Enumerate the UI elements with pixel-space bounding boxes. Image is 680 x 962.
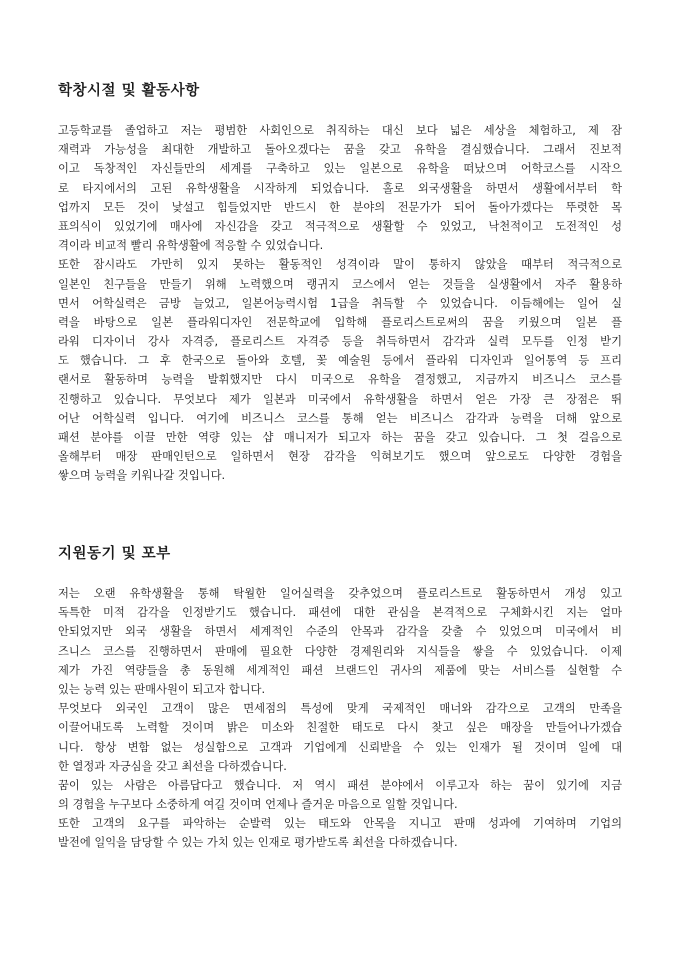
text-line: 있는 능력 있는 판매사원이 되고자 합니다.	[58, 682, 266, 696]
text-line: 격이라 비교적 빨리 유학생활에 적응할 수 있었습니다.	[58, 239, 324, 253]
text-line: 이끌어내도록 노력할 것이며 밝은 미소와 친절한 태도로 다시 찾고 싶은 매장을 만들어나가겠습	[58, 721, 622, 735]
text-line: 안되었지만 외국 생활을 하면서 세계적인 수준의 안목과 감각을 갖출 수 있었으며 미국에서 비	[58, 625, 622, 639]
text-line: 라워 디자이너 강사 자격증, 플로리스트 자격증 등을 취득하면서 감각과 실력 모두를 인정 받기	[58, 335, 622, 349]
text-line: 쌓으며 능력을 키워나갈 것입니다.	[58, 469, 226, 483]
text-line: 재력과 가능성을 최대한 개발하고 돌아오겠다는 꿈을 갖고 유학을 결심했습니다. 그래서 진보적	[58, 143, 622, 157]
text-line: 고등학교를 졸업하고 저는 평범한 사회인으로 취직하는 대신 보다 넓은 세상을 체험하고, 제 잠	[58, 124, 622, 137]
text-line: 랜서로 활동하며 능력을 발휘했지만 다시 미국으로 유학을 결정했고, 지금까지 비즈니스 코스를	[58, 373, 622, 387]
text-line: 표의식이 있었기에 매사에 자신감을 갖고 적극적으로 생활할 수 있었고, 낙천적이고 도전적인 성	[58, 219, 622, 233]
text-line: 올해부터 매장 판매인턴으로 일하면서 현장 감각을 익혀보기도 했으며 앞으로도 다양한 경험을	[58, 450, 622, 464]
section-title-motivation: 지원동기 및 포부	[58, 546, 171, 562]
text-line: 또한 고객의 요구를 파악하는 순발력 있는 태도와 안목을 지니고 판매 성과에 기여하며 기업의	[58, 817, 622, 831]
text-line: 로 타지에서의 고된 유학생활을 시작하게 되었습니다. 홀로 외국생활을 하면서 생활에서부터 학	[58, 181, 622, 195]
text-line: 도 했습니다. 그 후 한국으로 돌아와 호텔, 꽃 예술원 등에서 플라워 디자인과 일어통역 등 프리	[58, 354, 622, 368]
text-line: 일본인 친구들을 만들기 위해 노력했으며 랭귀지 코스에서 얻는 것들을 실생활에서 자주 활용하	[58, 277, 622, 291]
text-line: 업까지 모든 것이 낯설고 힘들었지만 반드시 한 분야의 전문가가 되어 돌아가겠다는 뚜렷한 목	[58, 200, 622, 214]
text-line: 면서 어학실력은 금방 늘었고, 일본어능력시험 1급을 취득할 수 있었습니다. 이듬해에는 일어 실	[58, 296, 622, 310]
text-line: 꿈이 있는 사람은 아름답다고 했습니다. 저 역시 패션 분야에서 이루고자 하는 꿈이 있기에 지금	[58, 778, 622, 792]
text-line: 력을 바탕으로 일본 플라워디자인 전문학교에 입학해 플로리스트로써의 꿈을 키웠으며 일본 플	[58, 315, 622, 329]
text-line: 의 경험을 누구보다 소중하게 여길 것이며 언제나 즐거운 마음으로 일할 것입니다.	[58, 798, 458, 812]
text-line: 무엇보다 외국인 고객이 많은 면세점의 특성에 맞게 국제적인 매너와 감각으로 고객의 만족을	[58, 702, 622, 716]
text-line: 한 열정과 자긍심을 갖고 최선을 다하겠습니다.	[58, 759, 287, 773]
section-body-motivation	[58, 584, 622, 853]
text-line: 진행하고 있습니다. 무엇보다 제가 일본과 미국에서 유학생활을 하면서 얻은 가장 큰 장점은 뛰	[58, 392, 622, 406]
text-line: 독특한 미적 감각을 인정받기도 했습니다. 패션에 대한 관심을 본격적으로 구체화시킨 지는 얼마	[58, 606, 622, 620]
text-line: 이고 독창적인 자신들만의 세계를 구축하고 있는 일본으로 유학을 떠났으며 어학코스를 시작으	[58, 162, 622, 176]
text-line: 제가 가진 역량들을 총 동원해 세계적인 패션 브랜드인 귀사의 제품에 맞는 서비스를 실현할 수	[58, 663, 622, 677]
section-title-school-activities: 학창시절 및 활동사항	[58, 83, 200, 99]
text-line: 어난 어학실력 입니다. 여기에 비즈니스 코스를 통해 얻는 비즈니스 감각과 능력을 더해 앞으로	[58, 411, 622, 425]
text-line: 저는 오랜 유학생활을 통해 탁월한 일어실력을 갖추었으며 플로리스트로 활동하면서 개성 있고	[58, 587, 622, 600]
text-line: 니다. 항상 변함 없는 성실함으로 고객과 기업에게 신뢰받을 수 있는 인재가 될 것이며 일에 대	[58, 740, 622, 754]
text-line: 발전에 일익을 담당할 수 있는 가치 있는 인재로 평가받도록 최선을 다하겠습니다.	[58, 836, 458, 850]
text-line: 즈니스 코스를 진행하면서 판매에 필요한 다양한 경제원리와 지식들을 쌓을 수 있었습니다. 이제	[58, 644, 622, 658]
text-line: 또한 잠시라도 가만히 있지 못하는 활동적인 성격이라 말이 통하지 않았을 때부터 적극적으로	[58, 258, 622, 272]
text-line: 패션 분야를 이끌 만한 역량 있는 샵 매니저가 되고자 하는 꿈을 갖고 있습니다. 그 첫 걸음으로	[58, 431, 622, 444]
section-body-school-activities	[58, 121, 622, 486]
